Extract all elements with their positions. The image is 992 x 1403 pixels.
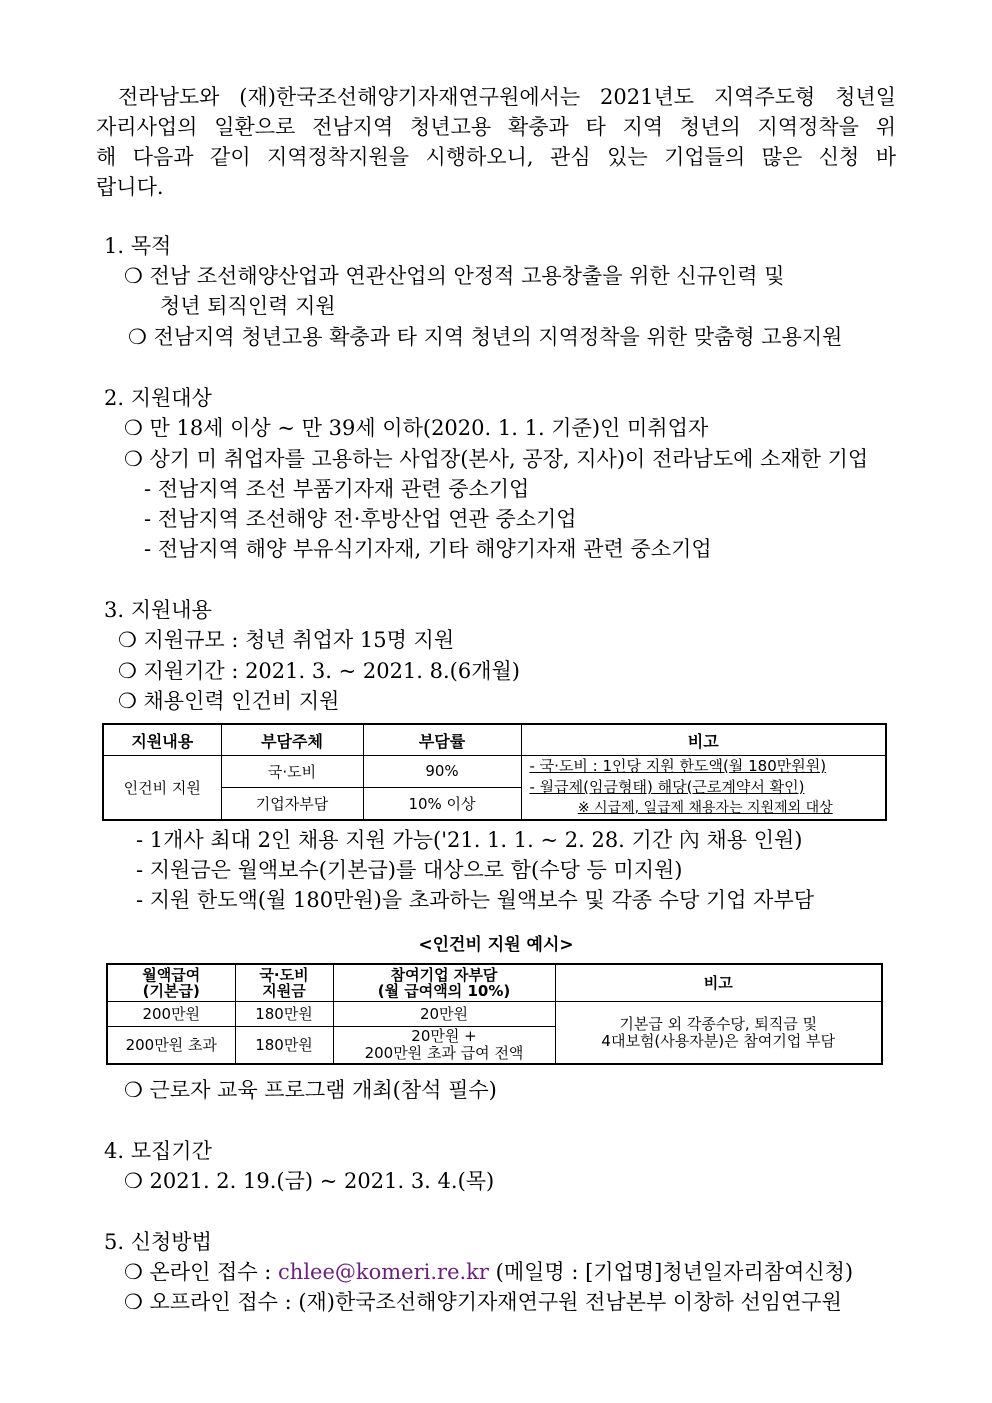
table-header: 부담률 (363, 724, 521, 756)
table-cell: 20만원 (333, 1002, 555, 1027)
table-note-line: 4대보험(사용자분)은 참여기업 부담 (601, 1031, 836, 1050)
table-cell: 인건비 지원 (103, 756, 221, 821)
table-cell: 200만원 초과 (107, 1027, 235, 1065)
section-2-bullet-1: ❍ 만 18세 이상 ~ 만 39세 이하(2020. 1. 1. 기준)인 미취업자 (124, 416, 709, 440)
section-5-bullet-1 (124, 1258, 853, 1286)
intro-line: 해 다음과 같이 지역정착지원을 시행하오니, 관심 있는 기업들의 많은 신청 바 (96, 145, 896, 169)
table-header: 국·도비 지원금 (235, 964, 333, 1002)
intro-paragraph (96, 82, 896, 202)
table-note-line: - 국·도비 : 1인당 지원 한도액(월 180만원원) (529, 757, 827, 775)
section-2-bullet-2: ❍ 상기 미 취업자를 고용하는 사업장(본사, 공장, 지사)이 전라남도에 소재한 기업 (124, 447, 869, 471)
section-3-bullet-2: ❍ 지원기간 : 2021. 3. ~ 2021. 8.(6개월) (118, 659, 520, 683)
table-header: 비고 (521, 724, 886, 756)
mail-subject-text: (메일명 : [기업명]청년일자리참여신청) (488, 1260, 854, 1284)
section-2-dash-3: - 전남지역 해양 부유식기자재, 기타 해양기자재 관련 중소기업 (144, 537, 712, 561)
online-label: ❍ 온라인 접수 : (124, 1260, 279, 1284)
section-3-bullet-4: ❍ 근로자 교육 프로그램 개최(참석 필수) (124, 1078, 497, 1102)
intro-line: 전라남도와 (재)한국조선해양기자재연구원에서는 2021년도 지역주도형 청년일 (118, 85, 896, 109)
table-header-row (107, 964, 882, 1002)
section-1-bullet-1: ❍ 전남 조선해양산업과 연관산업의 안정적 고용창출을 위한 신규인력 및 (124, 264, 785, 288)
table-header: 부담주체 (221, 724, 363, 756)
example-table (106, 963, 883, 1065)
section-3-dash-1: - 1개사 최대 2인 채용 지원 가능('21. 1. 1. ~ 2. 28. 기간 內 채용 인원) (136, 828, 803, 852)
section-3-dash-2: - 지원금은 월액보수(기본급)를 대상으로 함(수당 등 미지원) (136, 858, 683, 882)
section-2-dash-1: - 전남지역 조선 부품기자재 관련 중소기업 (144, 477, 530, 501)
section-2-title: 2. 지원대상 (104, 386, 212, 410)
section-1-title: 1. 목적 (104, 234, 172, 258)
section-1-bullet-1-cont: 청년 퇴직인력 지원 (160, 294, 336, 318)
table-cell: 20만원 + 200만원 초과 급여 전액 (333, 1027, 555, 1065)
table-caption: <인건비 지원 예시> (418, 935, 574, 955)
section-2-dash-2: - 전남지역 조선해양 전·후방산업 연관 중소기업 (144, 507, 577, 531)
table-cell: 200만원 (107, 1002, 235, 1027)
section-3-bullet-3: ❍ 채용인력 인건비 지원 (118, 689, 340, 713)
table-row (107, 1002, 882, 1027)
table-cell: 10% 이상 (363, 787, 521, 820)
section-1-bullet-2: ❍ 전남지역 청년고용 확충과 타 지역 청년의 지역정착을 위한 맞춤형 고용지원 (128, 325, 843, 349)
section-4-bullet-1: ❍ 2021. 2. 19.(금) ~ 2021. 3. 4.(목) (124, 1169, 495, 1193)
table-header: 비고 (555, 964, 882, 1002)
support-table (102, 723, 887, 821)
table-header-row (103, 724, 886, 756)
table-header: 월액급여 (기본급) (107, 964, 235, 1002)
section-3-title: 3. 지원내용 (104, 598, 212, 622)
table-row (103, 756, 886, 788)
section-5-title: 5. 신청방법 (104, 1230, 212, 1254)
table-cell: 90% (363, 756, 521, 788)
intro-line: 랍니다. (96, 175, 164, 199)
table-note-cell (555, 1002, 882, 1065)
table-header: 지원내용 (103, 724, 221, 756)
section-5-bullet-2: ❍ 오프라인 접수 : (재)한국조선해양기자재연구원 전남본부 이창하 선임연구원 (124, 1290, 842, 1314)
table-note-line: ※ 시급제, 일급제 채용자는 지원제외 대상 (577, 800, 833, 816)
section-4-title: 4. 모집기간 (104, 1139, 212, 1163)
table-cell: 180만원 (235, 1027, 333, 1065)
table-note-line: 기본급 외 각종수당, 퇴직금 및 (619, 1014, 818, 1033)
table-cell: 국·도비 (221, 756, 363, 788)
table-note-cell (521, 756, 886, 821)
email-link[interactable]: chlee@komeri.re.kr (278, 1260, 489, 1284)
table-cell: 180만원 (235, 1002, 333, 1027)
table-note-line: - 월급제(임금형태) 해당(근로계약서 확인) (529, 778, 805, 796)
section-3-dash-3: - 지원 한도액(월 180만원)을 초과하는 월액보수 및 각종 수당 기업 자부담 (136, 888, 815, 912)
table-header: 참여기업 자부담 (월 급여액의 10%) (333, 964, 555, 1002)
table-cell: 기업자부담 (221, 787, 363, 820)
intro-line: 자리사업의 일환으로 전남지역 청년고용 확충과 타 지역 청년의 지역정착을 위 (96, 115, 896, 139)
section-3-bullet-1: ❍ 지원규모 : 청년 취업자 15명 지원 (118, 628, 455, 652)
